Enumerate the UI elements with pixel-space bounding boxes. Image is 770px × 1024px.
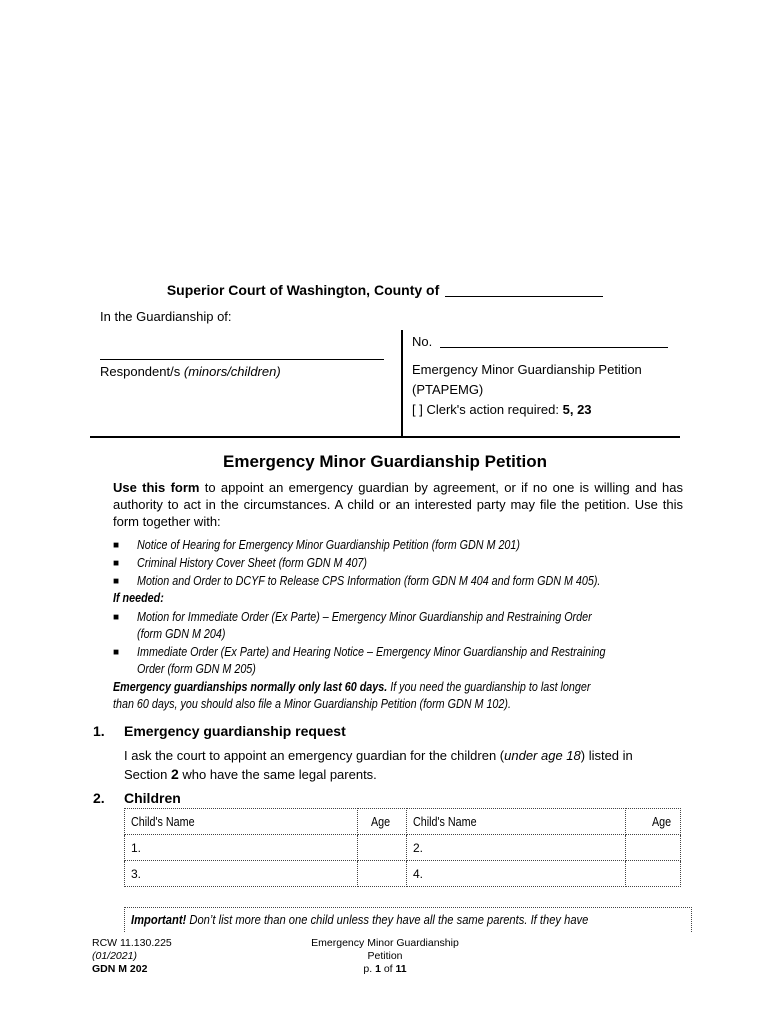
child-name-cell[interactable]: 3. [125, 861, 358, 887]
bullet-icon: ■ [113, 647, 120, 658]
column-header: Child's Name [125, 809, 358, 835]
case-number-label: No. [412, 334, 433, 349]
county-blank[interactable] [445, 282, 603, 297]
page-title: Emergency Minor Guardianship Petition [223, 452, 547, 471]
important-label: Important! [131, 912, 187, 927]
together-item-2: Criminal History Cover Sheet (form GDN M 407) [137, 556, 367, 570]
section-ref: 2 [170, 766, 179, 782]
children-table [124, 808, 681, 887]
table-header-row [125, 809, 681, 835]
bullet-icon: ■ [113, 576, 120, 587]
footer-rcw: RCW 11.130.225 [92, 937, 172, 949]
child-name-cell[interactable]: 2. [407, 835, 626, 861]
if-needed-label: If needed: [113, 591, 164, 605]
footer-date: (01/2021) [92, 950, 137, 962]
intro-lead: Use this form [113, 480, 200, 495]
section-1-line-2 [124, 765, 684, 784]
caption-doc-code: (PTAPEMG) [412, 382, 484, 397]
duration-note-rest: If you need the guardianship to last longer [387, 680, 591, 694]
bullet-icon: ■ [113, 612, 120, 623]
table-row [125, 861, 681, 887]
clerk-action [412, 402, 592, 417]
section-1-number: 1. [93, 723, 105, 739]
bullet-icon: ■ [113, 558, 120, 569]
important-note-text [131, 908, 613, 932]
in-guardianship-label: In the Guardianship of: [100, 309, 232, 324]
page-number: p. 1 of 11 [363, 963, 407, 975]
important-note [124, 907, 692, 932]
section-1-text: who have the same legal parents. [178, 767, 377, 782]
section-1-age-note: under age 18 [504, 748, 581, 763]
caption-rule [90, 436, 680, 438]
child-name-cell[interactable]: 4. [407, 861, 626, 887]
intro-text: to appoint an emergency guardian by agreement, or if no one is willing and has authority to act in the circumstances. A child or an interested party may file the petition. Use this form together with: [113, 480, 683, 529]
column-header: Child's Name [407, 809, 626, 835]
section-2-heading: Children [124, 790, 181, 806]
caption-doc-title: Emergency Minor Guardianship Petition [412, 362, 642, 377]
section-2-number: 2. [93, 790, 105, 806]
caption-divider [401, 330, 403, 436]
child-name-cell[interactable]: 1. [125, 835, 358, 861]
child-age-cell[interactable] [358, 861, 407, 887]
respondent-label [100, 364, 281, 379]
case-number-blank[interactable] [440, 334, 668, 348]
court-title [0, 282, 770, 298]
footer-form-code: GDN M 202 [92, 963, 148, 975]
bullet-icon: ■ [113, 540, 120, 551]
section-1-body [124, 746, 684, 784]
footer-left [92, 937, 172, 976]
if-needed-item-1: Motion for Immediate Order (Ex Parte) – Emergency Minor Guardianship and Restraining Order [137, 610, 592, 624]
respondent-note: (minors/children) [183, 364, 281, 379]
column-header: Age [358, 809, 407, 835]
duration-note-line2: than 60 days, you should also file a Minor Guardianship Petition (form GDN M 102). [113, 697, 511, 711]
together-item-3: Motion and Order to DCYF to Release CPS Information (form GDN M 404 and form GDN M 405). [137, 574, 601, 588]
if-needed-item-2-cont: Order (form GDN M 205) [137, 662, 256, 676]
table-row [125, 835, 681, 861]
court-title-text: Superior Court of Washington, County of [166, 282, 440, 298]
important-text: Don’t list more than one child unless they have all the same parents. If they have [186, 912, 589, 927]
child-age-cell[interactable] [626, 861, 681, 887]
child-age-cell[interactable] [358, 835, 407, 861]
clerk-action-numbers: 5, 23 [562, 402, 592, 417]
section-1-line-1 [124, 746, 684, 765]
section-1-text: I ask the court to appoint an emergency guardian for the children ( [124, 748, 505, 763]
footer-title: Emergency Minor Guardianship [311, 937, 459, 949]
if-needed-item-2: Immediate Order (Ex Parte) and Hearing Notice – Emergency Minor Guardianship and Restraining [137, 645, 606, 659]
section-1-heading: Emergency guardianship request [124, 723, 346, 739]
child-age-cell[interactable] [626, 835, 681, 861]
respondent-text: Respondent/s [100, 364, 181, 379]
section-1-text: Section [124, 767, 171, 782]
intro-paragraph [113, 479, 683, 530]
case-number-field [412, 334, 668, 349]
footer-title-cont: Petition [367, 950, 403, 962]
together-item-1: Notice of Hearing for Emergency Minor Guardianship Petition (form GDN M 201) [137, 538, 520, 552]
duration-note [113, 680, 590, 694]
section-1-text: ) listed in [580, 748, 633, 763]
clerk-action-text: [ ] Clerk's action required: [412, 402, 559, 417]
respondent-name-line[interactable] [100, 359, 384, 360]
column-header: Age [626, 809, 681, 835]
if-needed-item-1-cont: (form GDN M 204) [137, 627, 226, 641]
duration-note-bold: Emergency guardianships normally only last 60 days. [113, 680, 388, 694]
footer-center [270, 937, 500, 976]
